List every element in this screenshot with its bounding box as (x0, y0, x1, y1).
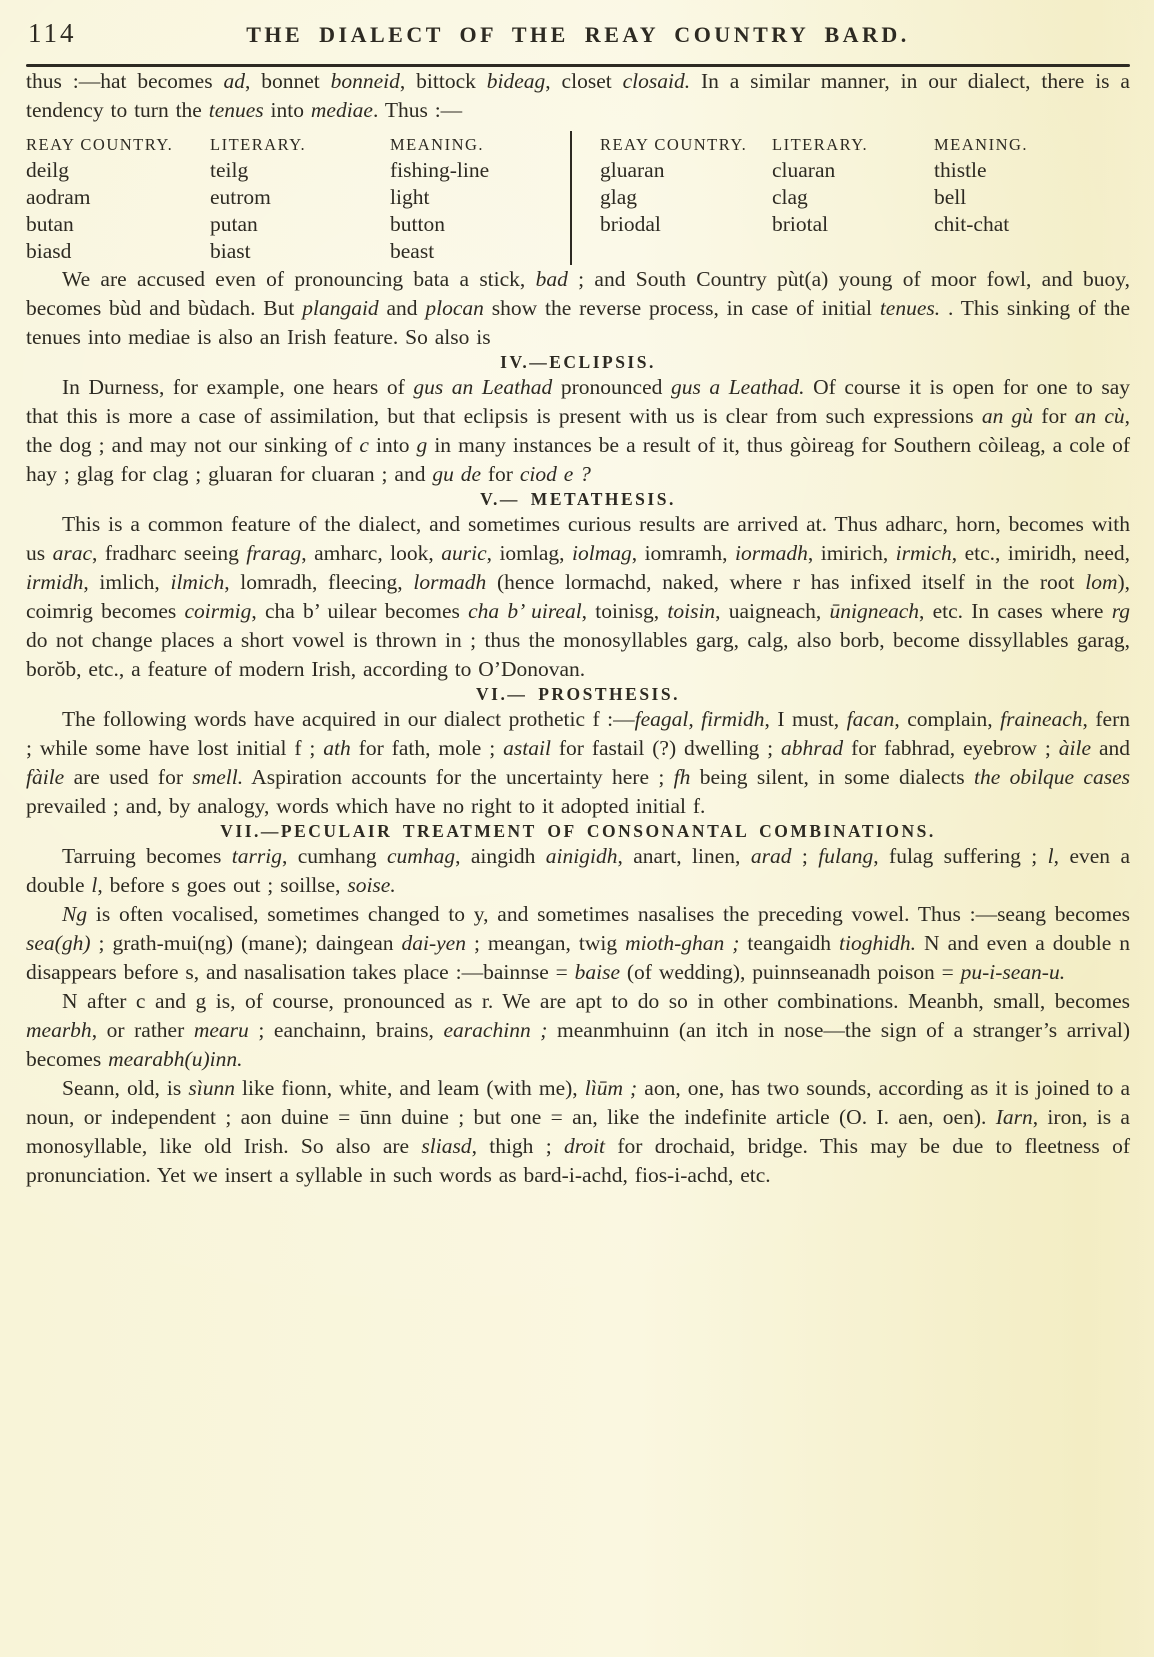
column-header: MEANING. (934, 135, 1029, 154)
paragraph-prosthesis: The following words have acquired in our dialect prothetic f :—feagal, firmidh, I must, facan, complain, fraineach, fern ; while some have lost initial f ; ath for fath, mole ; astail for fastail (?) dwelling ; abhrad for fabhrad, eyebrow ; àile and fàile are used for smell. Aspiration accounts for the uncertainty here ; fh being silent, in some dialects the obilque cases prevailed ; and, by analogy, words which have no right to it adopted initial f. (26, 707, 1131, 818)
table-row (26, 157, 570, 184)
table-cell: biast (210, 239, 251, 263)
vocab-table-left (26, 131, 570, 265)
table-row (600, 211, 1130, 238)
table-cell: aodram (26, 185, 91, 209)
column-header: MEANING. (390, 135, 485, 154)
page-header (26, 14, 1130, 54)
table-cell: beast (390, 239, 435, 263)
column-header: LITERARY. (772, 135, 869, 154)
vocab-right-header-row (600, 131, 1130, 157)
table-cell: briotal (772, 212, 829, 236)
paragraph-ng: Ng is often vocalised, sometimes changed to y, and sometimes nasalises the preceding vowel. Thus :—seang becomes sea(gh) ; grath-mui(ng) (mane); daingean dai-yen ; meangan, twig mioth-ghan ; teangaidh tioghidh. N and even a double n disappears before s, and nasalisation takes place :—bainnse = baise (of wedding), puinnseanadh poison = pu-i-sean-u. (26, 902, 1131, 984)
table-cell: chit-chat (934, 212, 1010, 236)
vocab-table-right (582, 131, 1130, 265)
table-cell: light (390, 185, 430, 209)
table-cell: deilg (26, 158, 69, 182)
table-cell: teilg (210, 158, 249, 182)
table-cell: fishing-line (390, 158, 490, 182)
table-row (600, 157, 1130, 184)
column-header: REAY COUNTRY. (26, 135, 174, 154)
table-cell: butan (26, 212, 74, 236)
running-header-title: THE DIALECT OF THE REAY COUNTRY BARD. (246, 22, 910, 47)
table-cell: biasd (26, 239, 72, 263)
section-heading-consonantal: VII.—PECULAIR TREATMENT OF CONSONANTAL COMBINATIONS. (220, 821, 936, 841)
page-number: 114 (28, 18, 77, 48)
table-row (26, 184, 570, 211)
table-row (26, 211, 570, 238)
table-row (600, 184, 1130, 211)
paragraph-n-after: N after c and g is, of course, pronounced as r. We are apt to do so in other combinations. Meanbh, small, becomes mearbh, or rather mearu ; eanchainn, brains, earachinn ; meanmhuinn (an itch in nose—the sign of a stranger’s arrival) becomes mearabh(u)inn. (26, 989, 1130, 1071)
table-cell: gluaran (600, 158, 665, 182)
section-heading-eclipsis: IV.—ECLIPSIS. (500, 352, 656, 372)
paragraph-seann: Seann, old, is sìunn like fionn, white, and leam (with me), lìūm ; aon, one, has two sounds, according as it is joined to a noun, or independent ; aon duine = ūnn duine ; but one = an, like the indefinite article (O. I. aen, oen). Iarn, iron, is a monosyllable, like old Irish. So also are sliasd, thigh ; droit for drochaid, bridge. This may be due to fleetness of pronunciation. Yet we insert a syllable in such words as bard-i-achd, fios-i-achd, etc. (26, 1076, 1130, 1187)
column-header: REAY COUNTRY. (600, 135, 748, 154)
paragraph-eclipsis: In Durness, for example, one hears of gus an Leathad pronounced gus a Leathad. Of course it is open for one to say that this is more a case of assimilation, but that eclipsis is present with us is clear from such expressions an gù for an cù, the dog ; and may not our sinking of c into g in many instances be a result of it, thus gòireag for Southern còileag, a cole of hay ; glag for clag ; gluaran for cluaran ; and gu de for ciod e ? (26, 375, 1131, 486)
table-cell: glag (600, 185, 638, 209)
section-heading-prosthesis: VI.— PROSTHESIS. (476, 684, 680, 704)
section-heading-metathesis: V.— METATHESIS. (480, 489, 676, 509)
table-cell: clag (772, 185, 808, 209)
table-cell: putan (210, 212, 258, 236)
paragraph-metathesis: This is a common feature of the dialect, and sometimes curious results are arrived at. Thus adharc, horn, becomes with us arac, fradharc seeing frarag, amharc, look, auric, iomlag, iolmag, iomramh, iormadh, imirich, irmich, etc., imiridh, need, irmidh, imlich, ilmich, lomradh, fleecing, lormadh (hence lormachd, naked, where r has infixed itself in the root lom), coimrig becomes coirmig, cha b’ uilear becomes cha b’ uireal, toinisg, toisin, uaigneach, ūnigneach, etc. In cases where rg do not change places a short vowel is thrown in ; thus the monosyllables garg, calg, also borb, become dissyllables garag, borŏb, etc., a feature of modern Irish, according to O’Donovan. (26, 512, 1131, 681)
paragraph-tarruing: Tarruing becomes tarrig, cumhang cumhag, aingidh ainigidh, anart, linen, arad ; fulang, fulag suffering ; l, even a double l, before s goes out ; soillse, soise. (26, 844, 1131, 897)
vocab-left-header-row (26, 131, 570, 157)
column-header: LITERARY. (210, 135, 307, 154)
table-row (26, 238, 570, 265)
table-cell: eutrom (210, 185, 271, 209)
table-cell: button (390, 212, 445, 236)
table-cell: bell (934, 185, 967, 209)
table-cell: briodal (600, 212, 661, 236)
table-cell: thistle (934, 158, 987, 182)
vocab-table (26, 131, 1130, 265)
table-cell: cluaran (772, 158, 836, 182)
paragraph-accused: We are accused even of pronouncing bata a stick, bad ; and South Country pùt(a) young of moor fowl, and buoy, becomes bùd and bùdach. But plangaid and plocan show the reverse process, in case of initial tenues. . This sinking of the tenues into mediae is also an Irish feature. So also is (26, 267, 1130, 349)
table-divider (570, 131, 572, 265)
paragraph-intro: thus :—hat becomes ad, bonnet bonneid, bittock bideag, closet closaid. In a similar manner, in our dialect, there is a tendency to turn the tenues into mediae. Thus :— (26, 69, 1130, 122)
